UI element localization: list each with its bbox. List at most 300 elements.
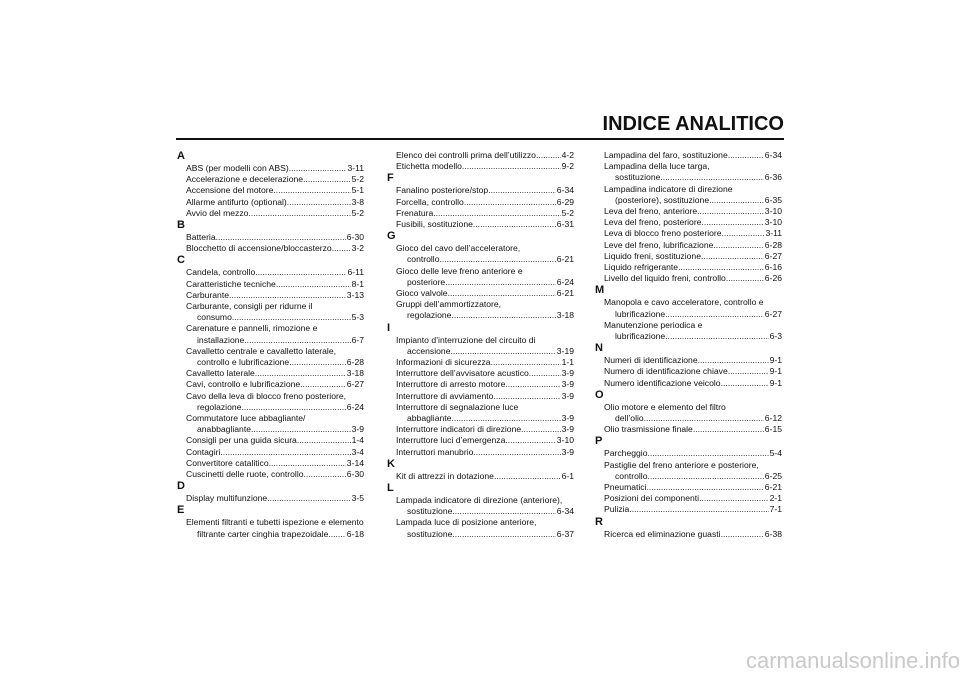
index-entry — [386, 379, 574, 390]
entry-text: Carburante — [186, 289, 229, 300]
entry-line — [186, 290, 364, 301]
entry-line — [604, 273, 782, 284]
index-entry — [386, 219, 574, 230]
page-number: 6-36 — [764, 172, 782, 183]
entry-continuation — [396, 506, 574, 517]
dot-leader — [229, 290, 346, 301]
watermark: carmanualsonline.info — [745, 648, 960, 673]
entry-text: Lampadina del faro, sostituzione — [604, 150, 728, 160]
index-entry — [594, 366, 782, 377]
index-entry — [594, 206, 782, 217]
index-entry — [176, 163, 364, 174]
dot-leader — [473, 219, 556, 230]
entry-text: Elementi filtranti e tubetti ispezione e elemento — [186, 517, 364, 528]
index-entry — [594, 228, 782, 239]
section-letter: M — [595, 284, 605, 297]
entry-line — [604, 366, 782, 377]
index-entry — [386, 368, 574, 379]
page-number: 6-1 — [561, 470, 574, 481]
entry-text: Cuscinetti delle ruote, controllo — [186, 469, 304, 480]
page-number: 5-1 — [351, 185, 364, 196]
dot-leader — [728, 366, 769, 377]
page-number: 6-21 — [556, 288, 574, 299]
dot-leader — [699, 493, 769, 504]
section-letter: E — [177, 504, 185, 517]
entry-line — [396, 299, 574, 310]
entry-continuation — [604, 172, 782, 183]
entry-line — [396, 495, 574, 506]
entry-text: Convertitore catalitico — [186, 457, 269, 468]
entry-line — [396, 368, 574, 379]
index-entry — [386, 391, 574, 402]
dot-leader — [464, 197, 556, 208]
entry-line — [604, 504, 782, 515]
dot-leader — [709, 195, 764, 206]
entry-line — [604, 482, 782, 493]
entry-continuation — [604, 331, 782, 342]
entry-line — [396, 424, 574, 435]
dot-leader — [678, 262, 764, 273]
dot-leader — [287, 197, 351, 208]
entry-text: Interruttore luci d’emergenza — [396, 435, 506, 446]
page-number: 5-2 — [351, 174, 364, 185]
entry-line — [186, 413, 364, 424]
dot-leader — [451, 413, 560, 424]
dot-leader — [248, 208, 350, 219]
dot-leader — [445, 277, 556, 288]
dot-leader — [529, 368, 561, 379]
dot-leader — [488, 185, 556, 196]
page-number: 6-31 — [556, 219, 574, 230]
dot-leader — [251, 424, 351, 435]
dot-leader — [332, 243, 351, 254]
page-number: 6-18 — [346, 528, 364, 539]
entry-text: Interruttore indicatori di direzione — [396, 424, 522, 435]
entry-line — [186, 435, 364, 446]
page-number: 3-9 — [561, 390, 574, 401]
entry-line — [604, 448, 782, 459]
page-number: 6-7 — [351, 334, 364, 345]
dot-leader — [289, 357, 346, 368]
section-letter: D — [177, 480, 185, 493]
index-entry — [594, 320, 782, 342]
entry-text: Etichetta modello — [396, 161, 462, 172]
entry-line — [604, 378, 782, 389]
entry-line — [186, 379, 364, 390]
entry-text: controllo — [615, 470, 648, 481]
entry-text: Pastiglie del freno anteriore e posteriore, — [604, 459, 759, 470]
index-entry — [386, 208, 574, 219]
page-number: 6-34 — [556, 185, 574, 196]
section-letter: B — [177, 219, 185, 232]
entry-continuation — [186, 402, 364, 413]
index-entry — [594, 402, 782, 424]
entry-line — [396, 335, 574, 346]
entry-text: sostituzione — [407, 506, 453, 517]
dot-leader — [433, 208, 560, 219]
index-entry — [176, 379, 364, 390]
page-number: 6-30 — [346, 469, 364, 480]
dot-leader — [697, 206, 764, 217]
entry-text: Fusibili, sostituzione — [396, 219, 473, 230]
index-entry — [386, 266, 574, 288]
entry-text: sostituzione — [615, 172, 661, 183]
page-number: 6-21 — [556, 254, 574, 265]
index-entry — [594, 273, 782, 284]
index-entry — [176, 368, 364, 379]
dot-leader — [721, 529, 764, 540]
index-entry — [594, 448, 782, 459]
page-number: 3-14 — [346, 457, 364, 468]
entry-text: lubrificazione — [615, 331, 666, 342]
index-column-1 — [176, 150, 364, 540]
page-number: 6-26 — [764, 273, 782, 284]
entry-continuation — [396, 346, 574, 357]
section-letter: A — [177, 150, 185, 162]
page-number: 5-3 — [351, 312, 364, 323]
entry-text: Avvio del mezzo — [186, 207, 249, 218]
entry-text: Livello del liquido freni, controllo — [604, 273, 726, 284]
page-number: 5-2 — [351, 207, 364, 218]
index-entry — [176, 458, 364, 469]
section-letter: K — [387, 457, 395, 470]
entry-text: Manutenzione periodica e — [604, 319, 703, 330]
page-number: 7-1 — [769, 504, 782, 515]
entry-line — [396, 266, 574, 277]
entry-line — [604, 228, 782, 239]
page-number: 6-34 — [764, 150, 782, 160]
section-letter: I — [387, 321, 391, 334]
entry-continuation — [604, 195, 782, 206]
entry-text: Leva del freno, posteriore — [604, 217, 702, 228]
entry-text: Elenco dei controlli prima dell’utilizzo — [396, 150, 536, 160]
entry-text: accensione — [407, 345, 451, 356]
index-entry — [386, 447, 574, 458]
dot-leader — [721, 378, 769, 389]
entry-continuation — [396, 529, 574, 540]
entry-line — [396, 391, 574, 402]
index-entry — [386, 288, 574, 299]
dot-leader — [728, 150, 764, 161]
entry-line — [396, 357, 574, 368]
dot-leader — [216, 232, 346, 243]
index-entry — [594, 150, 782, 161]
dot-leader — [494, 471, 561, 482]
entry-line — [604, 529, 782, 540]
entry-text: Pneumatici — [604, 482, 647, 493]
page-number: 3-4 — [351, 446, 364, 457]
section-letter: N — [595, 342, 603, 355]
index-entry — [386, 161, 574, 172]
dot-leader — [452, 529, 555, 540]
entry-line — [186, 279, 364, 290]
entry-continuation — [186, 424, 364, 435]
entry-text: Interruttore di arresto motore — [396, 379, 506, 390]
entry-line — [604, 150, 782, 161]
entry-text: Gioco delle leve freno anteriore e — [396, 265, 523, 276]
index-entry — [386, 357, 574, 368]
entry-text: Cavalletto centrale e cavalletto laterale, — [186, 345, 336, 356]
entry-text: controllo e lubrificazione — [197, 357, 290, 368]
dot-leader — [328, 529, 345, 540]
entry-text: abbagliante — [407, 413, 452, 424]
page-number: 9-2 — [561, 161, 574, 172]
dot-leader — [505, 435, 555, 446]
entry-line — [396, 447, 574, 458]
page-number: 6-37 — [556, 528, 574, 539]
entry-text: installazione — [197, 334, 245, 345]
entry-continuation — [396, 254, 574, 265]
index-entry — [594, 217, 782, 228]
entry-text: Gruppi dell’ammortizzatore, — [396, 299, 502, 310]
entry-text: Gioco del cavo dell’acceleratore, — [396, 243, 521, 254]
entry-continuation — [186, 529, 364, 540]
index-entry — [594, 460, 782, 482]
page-number: 5-2 — [561, 207, 574, 218]
section-letter: F — [387, 172, 394, 185]
entry-text: regolazione — [197, 401, 242, 412]
entry-text: Leva del freno, anteriore — [604, 206, 698, 217]
page-number: 6-27 — [764, 308, 782, 319]
page-number: 6-3 — [769, 331, 782, 342]
dot-leader — [505, 379, 560, 390]
index-entry — [176, 267, 364, 278]
section-letter: C — [177, 254, 185, 267]
entry-line — [396, 197, 574, 208]
section-letter: P — [595, 435, 603, 448]
entry-line — [604, 320, 782, 331]
entry-line — [186, 301, 364, 312]
dot-leader — [701, 251, 764, 262]
entry-text: ABS (per modelli con ABS) — [186, 163, 289, 173]
entry-line — [186, 243, 364, 254]
dot-leader — [255, 368, 346, 379]
dot-leader — [303, 174, 351, 185]
entry-text: Allarme antifurto (optional) — [186, 196, 287, 207]
entry-text: Posizioni dei componenti — [604, 493, 700, 504]
entry-line — [396, 243, 574, 254]
entry-continuation — [396, 310, 574, 321]
page-number: 9-1 — [769, 377, 782, 388]
entry-text: Lampada indicatore di direzione (anteriore), — [396, 495, 563, 506]
entry-line — [186, 197, 364, 208]
dot-leader — [439, 254, 555, 265]
page-title: INDICE ANALITICO — [602, 113, 784, 135]
dot-leader — [726, 273, 764, 284]
page-number: 1-4 — [351, 435, 364, 446]
section-letter: R — [595, 515, 603, 528]
index-entry — [594, 184, 782, 206]
index-entry — [176, 197, 364, 208]
page-number: 3-9 — [561, 446, 574, 457]
entry-line — [396, 208, 574, 219]
entry-line — [396, 435, 574, 446]
dot-leader — [297, 435, 351, 446]
entry-line — [396, 150, 574, 161]
entry-text: Forcella, controllo — [396, 196, 464, 207]
dot-leader — [722, 228, 765, 239]
page-number: 6-38 — [764, 528, 782, 539]
entry-text: Olio motore e elemento del filtro — [604, 401, 726, 412]
entry-text: (posteriore), sostituzione — [615, 194, 710, 205]
entry-continuation — [604, 413, 782, 424]
index-entry — [386, 299, 574, 321]
entry-line — [396, 185, 574, 196]
page-number: 6-12 — [764, 413, 782, 424]
entry-line — [396, 471, 574, 482]
entry-continuation — [396, 277, 574, 288]
entry-line — [604, 297, 782, 308]
entry-line — [186, 447, 364, 458]
entry-line — [186, 163, 364, 174]
index-entry — [386, 495, 574, 517]
page-number: 6-15 — [764, 424, 782, 435]
entry-text: Cavi, controllo e lubrificazione — [186, 379, 301, 390]
entry-text: Interruttori manubrio — [396, 446, 474, 457]
index-entry — [176, 469, 364, 480]
section-letter: L — [387, 482, 394, 495]
index-entry — [594, 424, 782, 435]
page-number: 3-9 — [561, 368, 574, 379]
entry-continuation — [396, 413, 574, 424]
entry-line — [186, 493, 364, 504]
entry-line — [186, 469, 364, 480]
entry-line — [186, 174, 364, 185]
entry-line — [396, 219, 574, 230]
dot-leader — [647, 448, 768, 459]
entry-text: Ricerca ed eliminazione guasti — [604, 528, 721, 539]
index-entry — [176, 290, 364, 301]
dot-leader — [693, 424, 764, 435]
entry-text: controllo — [407, 254, 440, 265]
entry-line — [186, 458, 364, 469]
entry-text: Interruttore di segnalazione luce — [396, 401, 519, 412]
entry-text: Cavo della leva di blocco freno posteriore, — [186, 390, 347, 401]
dot-leader — [255, 267, 346, 278]
dot-leader — [276, 279, 351, 290]
index-entry — [176, 413, 364, 435]
page-number: 3-5 — [351, 493, 364, 504]
entry-text: Interruttore di avviamento — [396, 390, 494, 401]
index-entry — [594, 251, 782, 262]
entry-text: Blocchetto di accensione/bloccasterzo — [186, 243, 332, 254]
entry-line — [604, 402, 782, 413]
entry-text: Numeri di identificazione — [604, 355, 698, 366]
index-entry — [386, 185, 574, 196]
index-entry — [176, 447, 364, 458]
index-entry — [176, 243, 364, 254]
index-entry — [386, 424, 574, 435]
index-entry — [594, 262, 782, 273]
dot-leader — [289, 163, 347, 174]
dot-leader — [629, 504, 768, 515]
entry-continuation — [186, 357, 364, 368]
page-number: 6-29 — [556, 196, 574, 207]
dot-leader — [698, 355, 769, 366]
page-number: 3-10 — [556, 435, 574, 446]
index-column-3 — [594, 150, 782, 540]
index-entry — [176, 185, 364, 196]
section-letter: O — [595, 388, 604, 401]
entry-text: Cavalletto laterale — [186, 368, 255, 379]
index-entry — [176, 232, 364, 243]
entry-text: Liquido freni, sostituzione — [604, 250, 701, 261]
entry-text: Leve del freno, lubrificazione — [604, 239, 714, 250]
entry-text: consumo — [197, 312, 232, 323]
index-entry — [176, 301, 364, 323]
entry-text: Pulizia — [604, 504, 630, 515]
entry-text: Leva di blocco freno posteriore — [604, 228, 722, 239]
entry-text: Batteria — [186, 232, 216, 243]
entry-text: Gioco valvole — [396, 288, 448, 299]
entry-line — [604, 424, 782, 435]
dot-leader — [713, 240, 763, 251]
dot-leader — [273, 185, 350, 196]
dot-leader — [491, 357, 561, 368]
page-number: 3-9 — [561, 413, 574, 424]
index-column-2 — [386, 150, 574, 540]
entry-line — [604, 355, 782, 366]
page-number: 6-25 — [764, 470, 782, 481]
index-entry — [176, 517, 364, 539]
entry-continuation — [186, 312, 364, 323]
entry-line — [604, 240, 782, 251]
dot-leader — [269, 458, 346, 469]
entry-text: Lampadina della luce targa, — [604, 161, 710, 172]
entry-text: Interruttore dell’avvisatore acustico — [396, 368, 529, 379]
index-entry — [176, 346, 364, 368]
index-entry — [594, 297, 782, 319]
entry-line — [604, 493, 782, 504]
entry-text: lubrificazione — [615, 308, 666, 319]
page-number: 3-2 — [351, 243, 364, 254]
page-number: 3-9 — [561, 424, 574, 435]
dot-leader — [521, 424, 560, 435]
entry-text: filtrante carter cinghia trapezoidale — [197, 528, 329, 539]
page-number: 6-27 — [764, 250, 782, 261]
page-number: 9-1 — [769, 355, 782, 366]
entry-line — [604, 460, 782, 471]
page-number: 4-2 — [561, 150, 574, 160]
index-entry — [386, 197, 574, 208]
index-entry — [386, 402, 574, 424]
index-entry — [594, 493, 782, 504]
entry-text: Numero di identificazione chiave — [604, 366, 728, 377]
entry-text: Manopola e cavo acceleratore, controllo e — [604, 297, 764, 308]
entry-line — [604, 217, 782, 228]
dot-leader — [304, 469, 346, 480]
page-number: 3-13 — [346, 289, 364, 300]
dot-leader — [232, 312, 351, 323]
entry-text: Carburante, consigli per ridurne il — [186, 301, 313, 312]
section-letter: G — [387, 230, 396, 243]
dot-leader — [701, 217, 763, 228]
index-entry — [594, 482, 782, 493]
dot-leader — [493, 391, 560, 402]
page-number: 3-11 — [347, 163, 364, 173]
dot-leader — [450, 346, 555, 357]
entry-continuation — [604, 471, 782, 482]
index-entry — [176, 174, 364, 185]
index-entry — [386, 517, 574, 539]
entry-text: Accensione del motore — [186, 185, 274, 196]
page-number: 1-1 — [561, 357, 574, 368]
page-number: 6-24 — [556, 276, 574, 287]
dot-leader — [300, 379, 346, 390]
index-entry — [594, 378, 782, 389]
page-number: 2-1 — [769, 493, 782, 504]
entry-text: Display multifunzione — [186, 493, 268, 504]
